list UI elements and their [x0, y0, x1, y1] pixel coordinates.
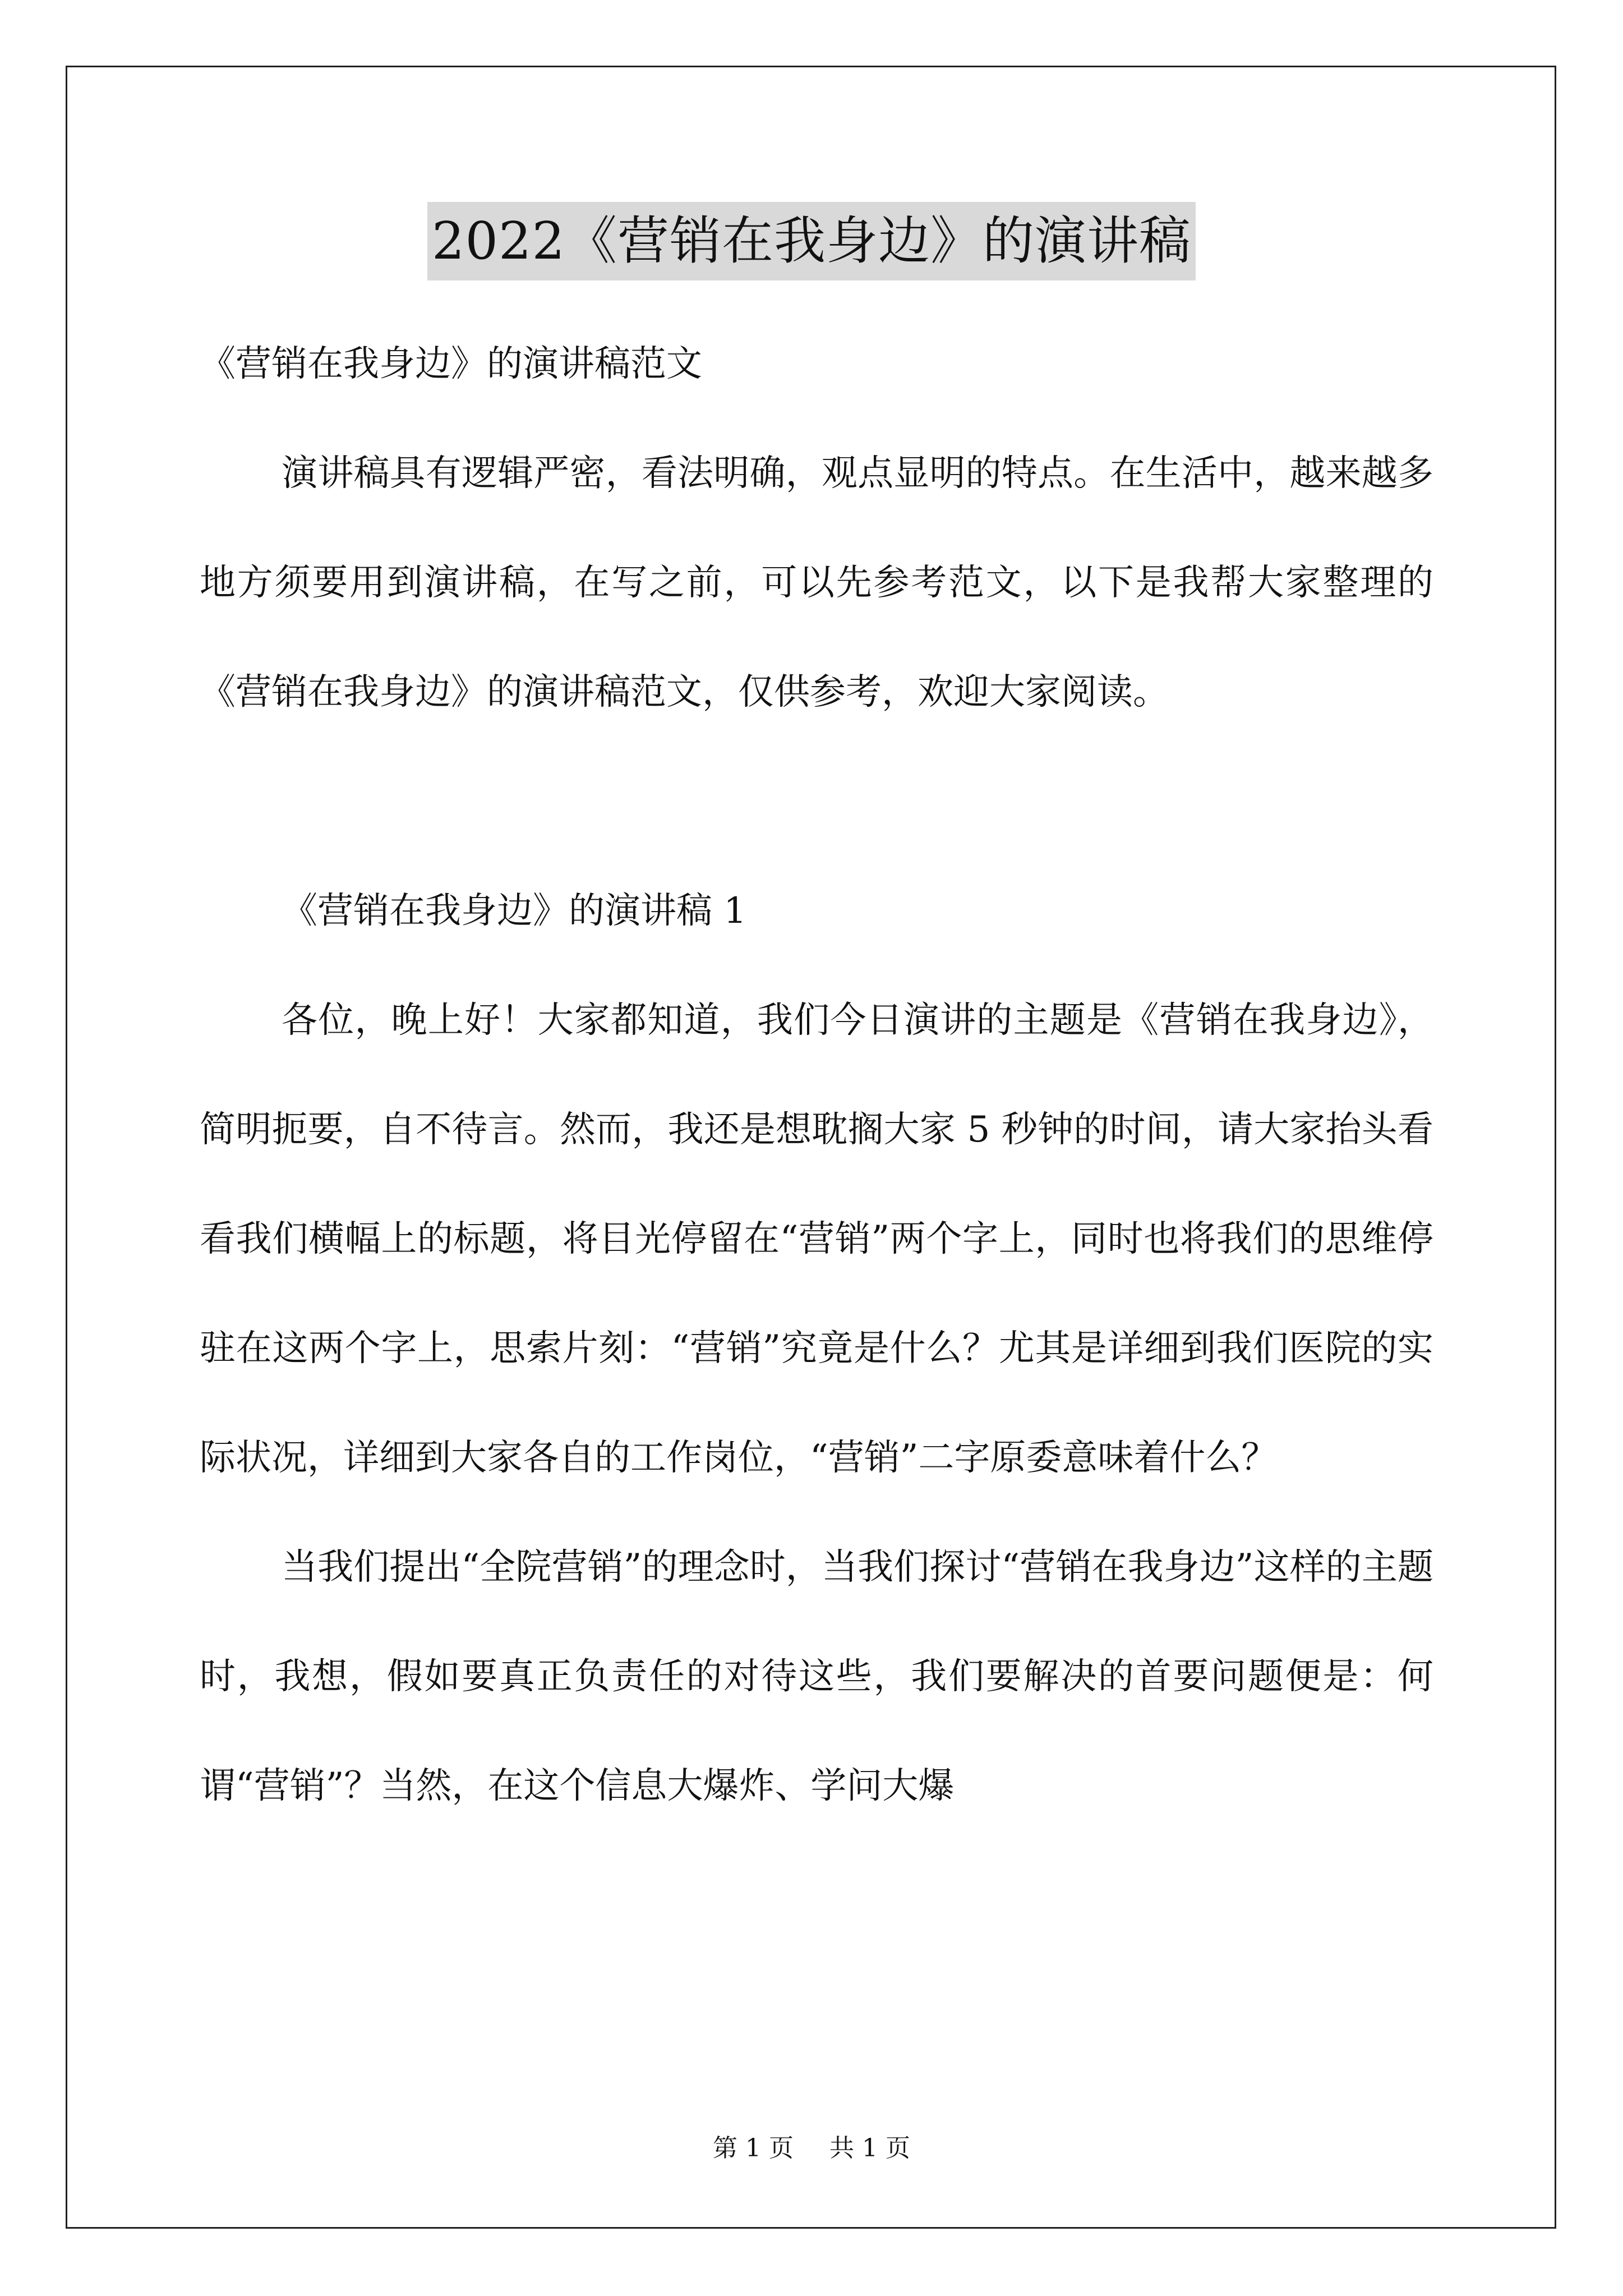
page-number-current: 第 1 页 [713, 2134, 794, 2162]
document-subtitle: 《营销在我身边》的演讲稿范文 [200, 343, 702, 385]
page-number-total: 共 1 页 [829, 2134, 910, 2162]
document-title: 2022《营销在我身边》的演讲稿 [427, 202, 1196, 280]
section-heading: 《营销在我身边》的演讲稿 1 [282, 890, 747, 932]
title-container [0, 202, 1623, 280]
intro-paragraph: 演讲稿具有逻辑严密，看法明确，观点显明的特点。在生活中，越来越多地方须要用到演讲稿，在写之前，可以先参考范文，以下是我帮大家整理的《营销在我身边》的演讲稿范文，仅供参考，欢迎大家阅读。 [200, 453, 1433, 713]
body-paragraph-2: 当我们提出“全院营销”的理念时，当我们探讨“营销在我身边”这样的主题时，我想，假如要真正负责任的对待这些，我们要解决的首要问题便是：何谓“营销”？当然，在这个信息大爆炸、学问大爆 [200, 1547, 1433, 1807]
document-body [200, 310, 1433, 1841]
page-footer [0, 2132, 1623, 2165]
body-paragraph-1: 各位，晚上好！大家都知道，我们今日演讲的主题是《营销在我身边》，简明扼要，自不待言。然而，我还是想耽搁大家 5 秒钟的时间，请大家抬头看看我们横幅上的标题，将目光停留在“营销”两个字上，同时也将我们的思维停驻在这两个字上，思索片刻：“营销”究竟是什么？尤其是详细到我们医院的实际状况，详细到大家各自的工作岗位，“营销”二字原委意味着什么？ [200, 1000, 1433, 1479]
